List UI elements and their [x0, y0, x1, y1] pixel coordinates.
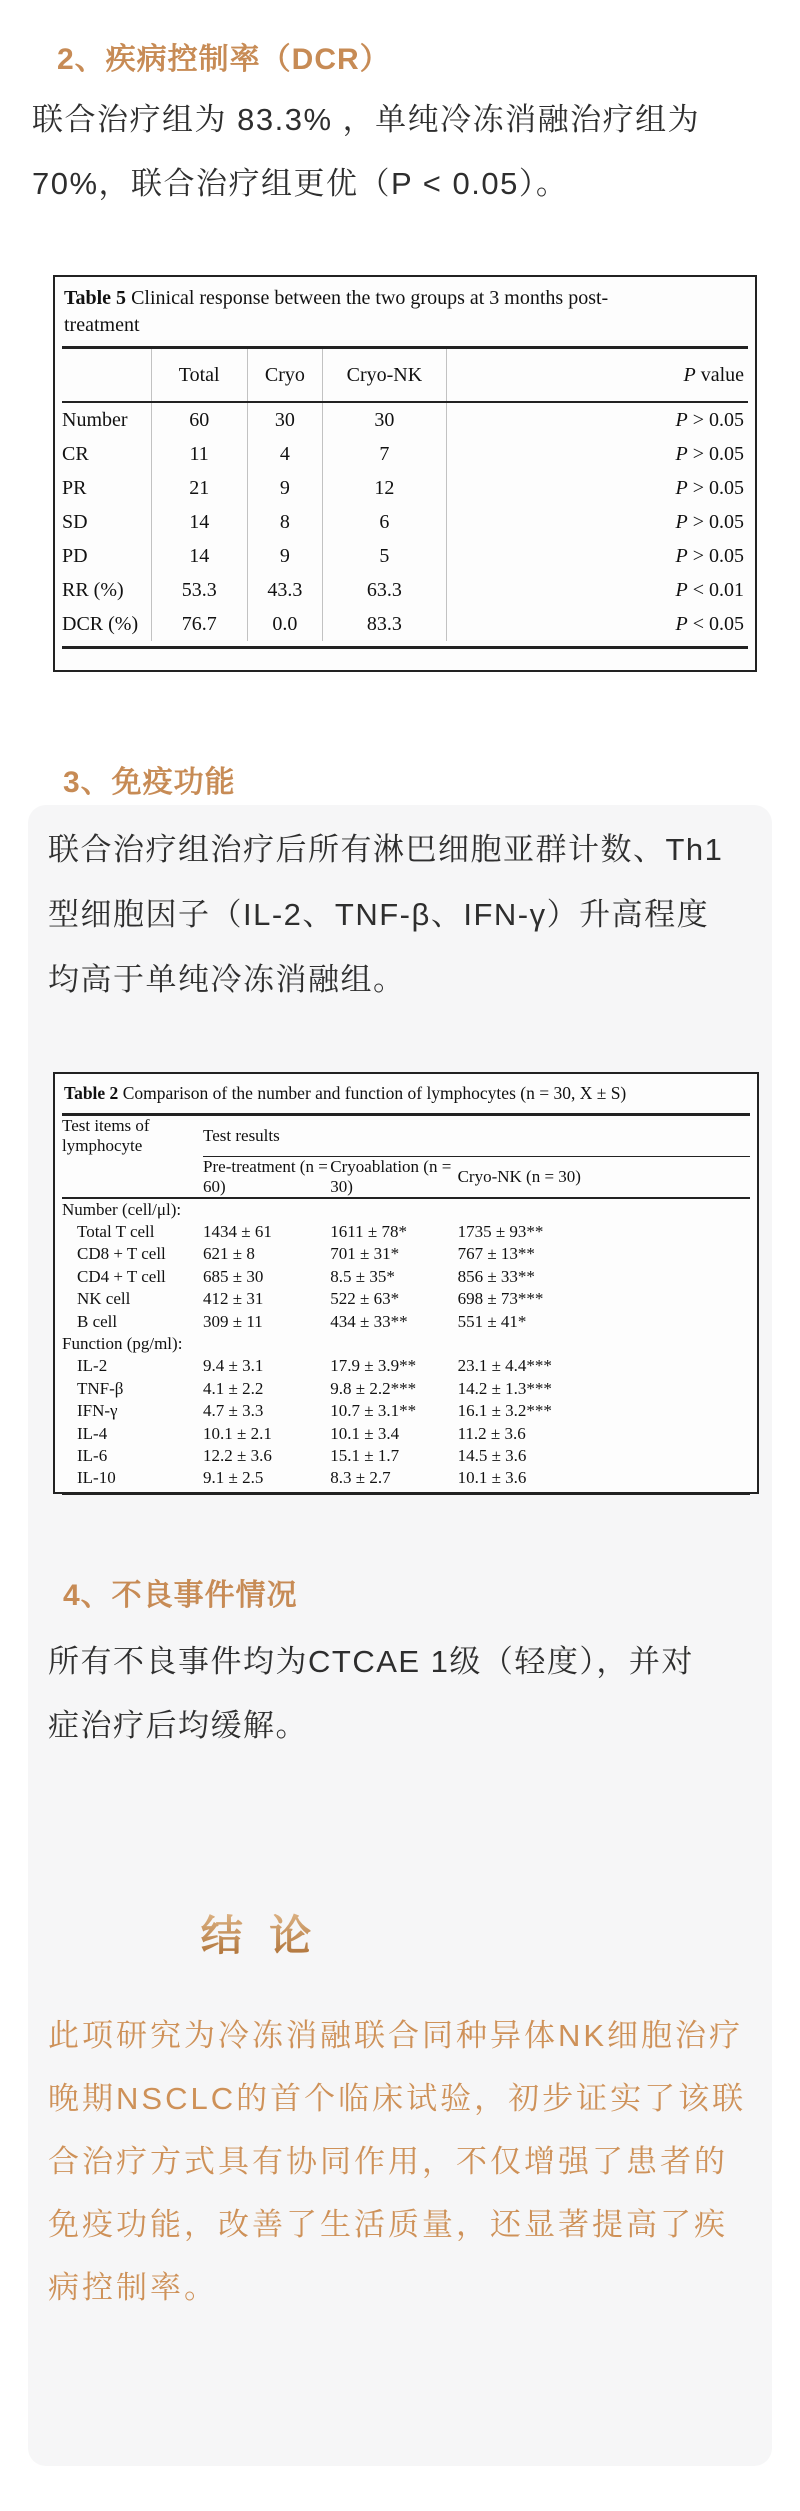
cell-cryo-nk: 14.5 ± 3.6 — [457, 1445, 527, 1465]
p-comparison: > 0.05 — [687, 476, 744, 499]
table-row — [62, 1310, 750, 1332]
group-label: Function (pg/ml): — [62, 1334, 183, 1354]
cell-total: 53.3 — [151, 573, 247, 607]
header-cryoablation: Cryoablation (n = 30) — [330, 1156, 457, 1198]
section2-heading: 2、疾病控制率（DCR） — [57, 43, 391, 76]
table5-grid — [62, 349, 748, 641]
cell-cryo-nk: 63.3 — [323, 573, 446, 607]
table-row — [62, 539, 748, 573]
table-row — [62, 1355, 750, 1377]
cell-cryo: 9 — [247, 539, 322, 573]
row-label: B cell — [77, 1311, 118, 1331]
cell-cryo-nk: 83.3 — [323, 607, 446, 641]
cell-cryoablation: 8.5 ± 35* — [330, 1266, 395, 1286]
cell-cryo-nk: 16.1 ± 3.2*** — [457, 1401, 552, 1421]
header-total: Total — [151, 349, 247, 402]
cell-cryo-nk: 1735 ± 93** — [457, 1222, 544, 1242]
section3-heading: 3、免疫功能 — [63, 766, 236, 799]
cell-cryo-nk: 767 ± 13** — [457, 1244, 535, 1264]
cell-pre-treatment: 4.7 ± 3.3 — [203, 1401, 264, 1421]
cell-cryoablation: 15.1 ± 1.7 — [330, 1445, 400, 1465]
table2-subheader-row — [62, 1156, 750, 1198]
cell-cryoablation: 8.3 ± 2.7 — [330, 1468, 391, 1488]
table-row — [62, 573, 748, 607]
table-row — [62, 1288, 750, 1310]
cell-pre-treatment: 309 ± 11 — [203, 1311, 263, 1331]
cell-cryo-nk: 5 — [323, 539, 446, 573]
section4-text-line: 症治疗后均缓解。 — [48, 1708, 308, 1743]
cell-p-value — [446, 539, 748, 573]
cell-cryo-nk: 856 ± 33** — [457, 1266, 535, 1286]
cell-cryo-nk: 23.1 ± 4.4*** — [457, 1356, 552, 1376]
cell-p-value — [446, 402, 748, 437]
cell-cryo-nk: 30 — [323, 402, 446, 437]
conclusion-text-line: 免疫功能，改善了生活质量，还显著提高了疾 — [48, 2207, 728, 2242]
header-empty — [62, 1156, 203, 1198]
cell-cryo: 0.0 — [247, 607, 322, 641]
table-row — [62, 1333, 750, 1355]
cell-cryo-nk: 14.2 ± 1.3*** — [457, 1378, 552, 1398]
cell-cryoablation: 10.7 ± 3.1** — [330, 1401, 417, 1421]
cell-cryo-nk: 698 ± 73*** — [457, 1289, 544, 1309]
header-empty — [62, 349, 151, 402]
table5-header-row — [62, 349, 748, 402]
row-label: TNF-β — [77, 1378, 124, 1398]
cell-cryoablation: 17.9 ± 3.9** — [330, 1356, 417, 1376]
row-label: RR (%) — [62, 578, 124, 601]
table2-caption — [55, 1074, 757, 1105]
cell-total: 14 — [151, 539, 247, 573]
table-row — [62, 402, 748, 437]
cell-pre-treatment: 12.2 ± 3.6 — [203, 1445, 272, 1465]
cell-total: 14 — [151, 505, 247, 539]
row-label: CR — [62, 442, 89, 465]
cell-p-value — [446, 607, 748, 641]
row-label: CD4 + T cell — [77, 1266, 166, 1286]
table2-caption-text: Comparison of the number and function of lymphocytes (n = 30, X ± S) — [118, 1083, 627, 1103]
header-p-value — [446, 349, 748, 402]
conclusion-title: 结 论 — [60, 1903, 460, 1963]
p-symbol: P — [675, 408, 688, 431]
cell-pre-treatment: 621 ± 8 — [203, 1244, 255, 1264]
table-row — [62, 437, 748, 471]
row-label: CD8 + T cell — [77, 1244, 166, 1264]
table5-bottom-rule — [62, 646, 748, 649]
header-pre-treatment: Pre-treatment (n = 60) — [203, 1156, 330, 1198]
cell-cryoablation: 1611 ± 78* — [330, 1222, 407, 1242]
cell-total: 11 — [151, 437, 247, 471]
cell-cryo-nk: 11.2 ± 3.6 — [457, 1423, 526, 1443]
table5-caption-text2: treatment — [64, 314, 140, 336]
row-label: IFN-γ — [77, 1401, 118, 1421]
table5 — [53, 275, 757, 672]
cell-cryo: 9 — [247, 471, 322, 505]
cell-pre-treatment: 4.1 ± 2.2 — [203, 1378, 264, 1398]
cell-pre-treatment: 9.1 ± 2.5 — [203, 1468, 264, 1488]
table-row — [62, 505, 748, 539]
row-label: SD — [62, 510, 88, 533]
section2-text-line: 联合治疗组为 83.3% ，单纯冷冻消融治疗组为 — [32, 102, 701, 137]
cell-total: 21 — [151, 471, 247, 505]
cell-cryo: 8 — [247, 505, 322, 539]
table2 — [53, 1072, 759, 1494]
row-label: IL-2 — [77, 1356, 108, 1376]
cell-cryo-nk: 7 — [323, 437, 446, 471]
p-symbol: P — [683, 363, 696, 386]
p-comparison: > 0.05 — [687, 442, 744, 465]
section3-text-line: 型细胞因子（IL-2、TNF-β、IFN-γ）升高程度 — [48, 897, 710, 932]
p-comparison: > 0.05 — [687, 408, 744, 431]
table-row — [62, 471, 748, 505]
p-symbol: P — [675, 578, 688, 601]
cell-p-value — [446, 471, 748, 505]
cell-p-value — [446, 437, 748, 471]
cell-cryo-nk: 6 — [323, 505, 446, 539]
header-cryo: Cryo — [247, 349, 322, 402]
cell-cryoablation: 9.8 ± 2.2*** — [330, 1378, 417, 1398]
row-label: IL-10 — [77, 1468, 116, 1488]
conclusion-text-line: 合治疗方式具有协同作用，不仅增强了患者的 — [48, 2144, 728, 2179]
cell-cryoablation: 10.1 ± 3.4 — [330, 1423, 400, 1443]
section2-text-line: 70%，联合治疗组更优（P < 0.05）。 — [32, 166, 569, 201]
table5-caption-label: Table 5 — [64, 287, 127, 309]
table2-bottom-rule — [62, 1493, 750, 1495]
row-label: Number — [62, 408, 128, 431]
row-label: Total T cell — [77, 1222, 155, 1242]
p-symbol: P — [675, 544, 688, 567]
table2-caption-label: Table 2 — [64, 1083, 119, 1103]
p-value-word: value — [695, 363, 744, 386]
table-row — [62, 1243, 750, 1265]
row-label: IL-4 — [77, 1423, 108, 1443]
table-row — [62, 607, 748, 641]
table-row — [62, 1400, 750, 1422]
row-label: DCR (%) — [62, 612, 139, 635]
header-test-results: Test results — [203, 1116, 750, 1156]
row-label: PR — [62, 476, 87, 499]
table-row — [62, 1378, 750, 1400]
table-row — [62, 1467, 750, 1489]
table-row — [62, 1422, 750, 1444]
conclusion-text-line: 此项研究为冷冻消融联合同种异体NK细胞治疗 — [48, 2018, 744, 2053]
cell-p-value — [446, 573, 748, 607]
cell-cryoablation: 522 ± 63* — [330, 1289, 400, 1309]
header-cryo-nk: Cryo-NK — [323, 349, 446, 402]
cell-p-value — [446, 505, 748, 539]
p-symbol: P — [675, 476, 688, 499]
section3-text-line: 联合治疗组治疗后所有淋巴细胞亚群计数、Th1 — [48, 832, 724, 867]
section4-text-line: 所有不良事件均为CTCAE 1级（轻度），并对 — [48, 1644, 694, 1679]
p-comparison: < 0.01 — [687, 578, 744, 601]
cell-pre-treatment: 10.1 ± 2.1 — [203, 1423, 272, 1443]
cell-cryo: 4 — [247, 437, 322, 471]
table-row — [62, 1221, 750, 1243]
cell-pre-treatment: 9.4 ± 3.1 — [203, 1356, 264, 1376]
section4-heading: 4、不良事件情况 — [63, 1579, 298, 1612]
p-comparison: < 0.05 — [687, 612, 744, 635]
p-symbol: P — [675, 442, 688, 465]
conclusion-text-line: 病控制率。 — [48, 2270, 218, 2305]
p-comparison: > 0.05 — [687, 510, 744, 533]
cell-cryo-nk: 10.1 ± 3.6 — [457, 1468, 527, 1488]
cell-pre-treatment: 685 ± 30 — [203, 1266, 264, 1286]
p-symbol: P — [675, 510, 688, 533]
cell-cryo-nk: 12 — [323, 471, 446, 505]
cell-total: 76.7 — [151, 607, 247, 641]
cell-total: 60 — [151, 402, 247, 437]
header-cryo-nk: Cryo-NK (n = 30) — [458, 1156, 750, 1198]
cell-cryo: 30 — [247, 402, 322, 437]
row-label: NK cell — [77, 1289, 131, 1309]
table2-header-row — [62, 1116, 750, 1156]
group-label: Number (cell/μl): — [62, 1199, 182, 1219]
cell-cryo: 43.3 — [247, 573, 322, 607]
table-row — [62, 1445, 750, 1467]
row-label: IL-6 — [77, 1445, 108, 1465]
section3-text-line: 均高于单纯冷冻消融组。 — [48, 962, 406, 997]
cell-pre-treatment: 412 ± 31 — [203, 1289, 264, 1309]
p-symbol: P — [675, 612, 688, 635]
table2-grid — [62, 1116, 750, 1490]
table-row — [62, 1198, 750, 1221]
table5-caption-text: Clinical response between the two groups at 3 months post- — [126, 287, 609, 309]
cell-cryoablation: 701 ± 31* — [330, 1244, 400, 1264]
cell-cryo-nk: 551 ± 41* — [457, 1311, 527, 1331]
header-test-items: Test items of lymphocyte — [62, 1116, 150, 1155]
row-label: PD — [62, 544, 88, 567]
p-comparison: > 0.05 — [687, 544, 744, 567]
cell-pre-treatment: 1434 ± 61 — [203, 1222, 272, 1242]
table-row — [62, 1266, 750, 1288]
cell-cryoablation: 434 ± 33** — [330, 1311, 408, 1331]
conclusion-text-line: 晚期NSCLC的首个临床试验，初步证实了该联 — [48, 2081, 747, 2116]
table5-caption — [55, 277, 755, 339]
